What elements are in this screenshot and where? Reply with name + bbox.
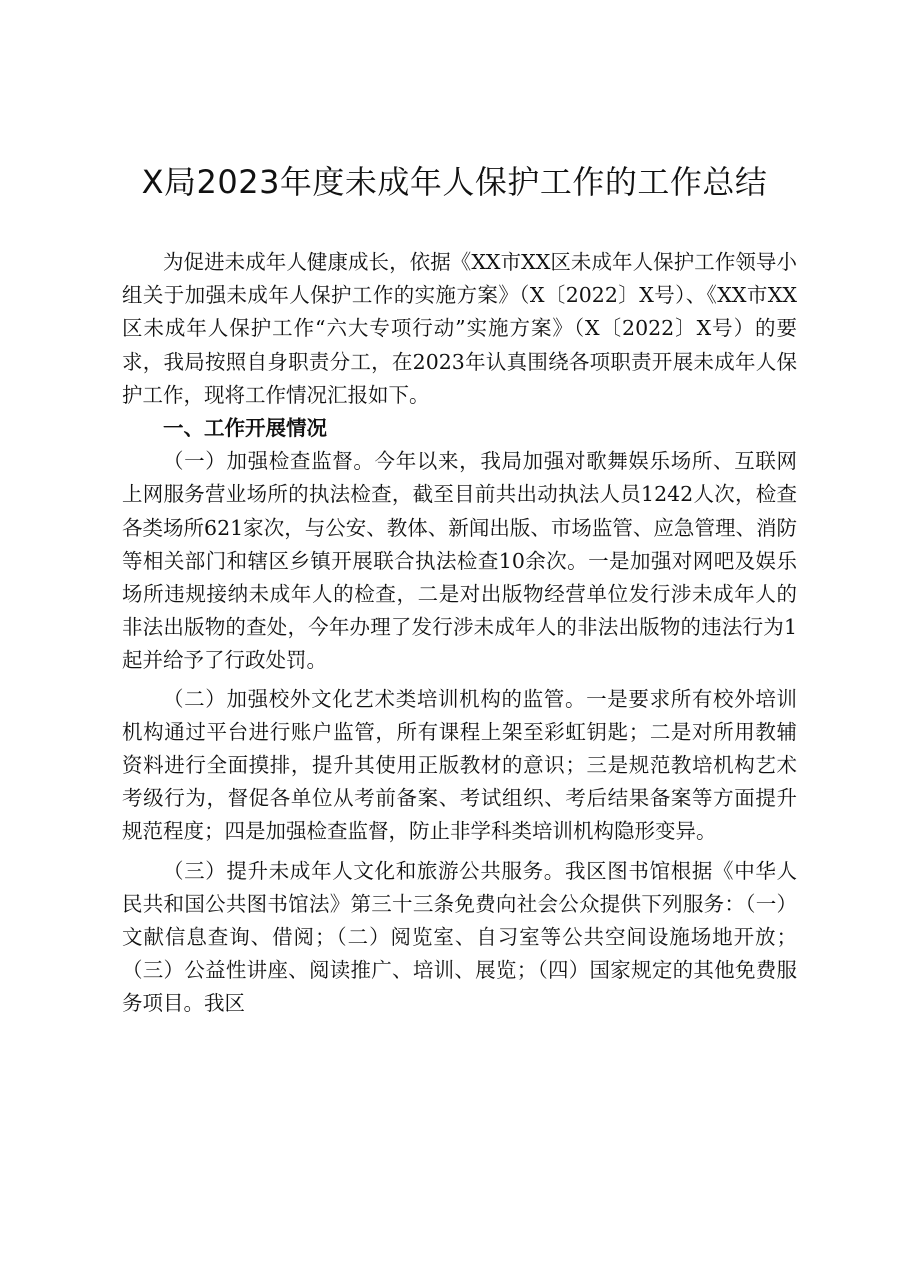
document-title: X局2023年度未成年人保护工作的工作总结	[141, 163, 768, 201]
intro-paragraph: 为促进未成年人健康成长，依据《XX市XX区未成年人保护工作领导小组关于加强未成年人保护工作的实施方案》（X〔2022〕X号）、《XX市XX区未成年人保护工作“六大专项行动”实施方案》（X〔2022〕X号）的要求，我局按照自身职责分工，在2023年认真围绕各项职责开展未成年人保护工作，现将工作情况汇报如下。	[122, 250, 797, 407]
document-body	[122, 246, 797, 1021]
paragraph-training-supervision: （二）加强校外文化艺术类培训机构的监管。一是要求所有校外培训机构通过平台进行账户监管，所有课程上架至彩虹钥匙；二是对所用教辅资料进行全面摸排，提升其使用正版教材的意识；三是规范教培机构艺术考级行为，督促各单位从考前备案、考试组织、考后结果备案等方面提升规范程度；四是加强检查监督，防止非学科类培训机构隐形变异。	[122, 686, 797, 844]
paragraph-public-service: （三）提升未成年人文化和旅游公共服务。我区图书馆根据《中华人民共和国公共图书馆法》第三十三条免费向社会公众提供下列服务：（一）文献信息查询、借阅；（二）阅览室、自习室等公共空间设施场地开放；（三）公益性讲座、阅读推广、培训、展览；（四）国家规定的其他免费服务项目。我区	[122, 858, 797, 1016]
section-heading: 一、工作开展情况	[163, 416, 327, 441]
paragraph-inspection: （一）加强检查监督。今年以来，我局加强对歌舞娱乐场所、互联网上网服务营业场所的执法检查，截至目前共出动执法人员1242人次，检查各类场所621家次，与公安、教体、新闻出版、市场监管、应急管理、消防等相关部门和辖区乡镇开展联合执法检查10余次。一是加强对网吧及娱乐场所违规接纳未成年人的检查，二是对出版物经营单位发行涉未成年人的非法出版物的查处，今年办理了发行涉未成年人的非法出版物的违法行为1起并给予了行政处罚。	[122, 449, 797, 673]
